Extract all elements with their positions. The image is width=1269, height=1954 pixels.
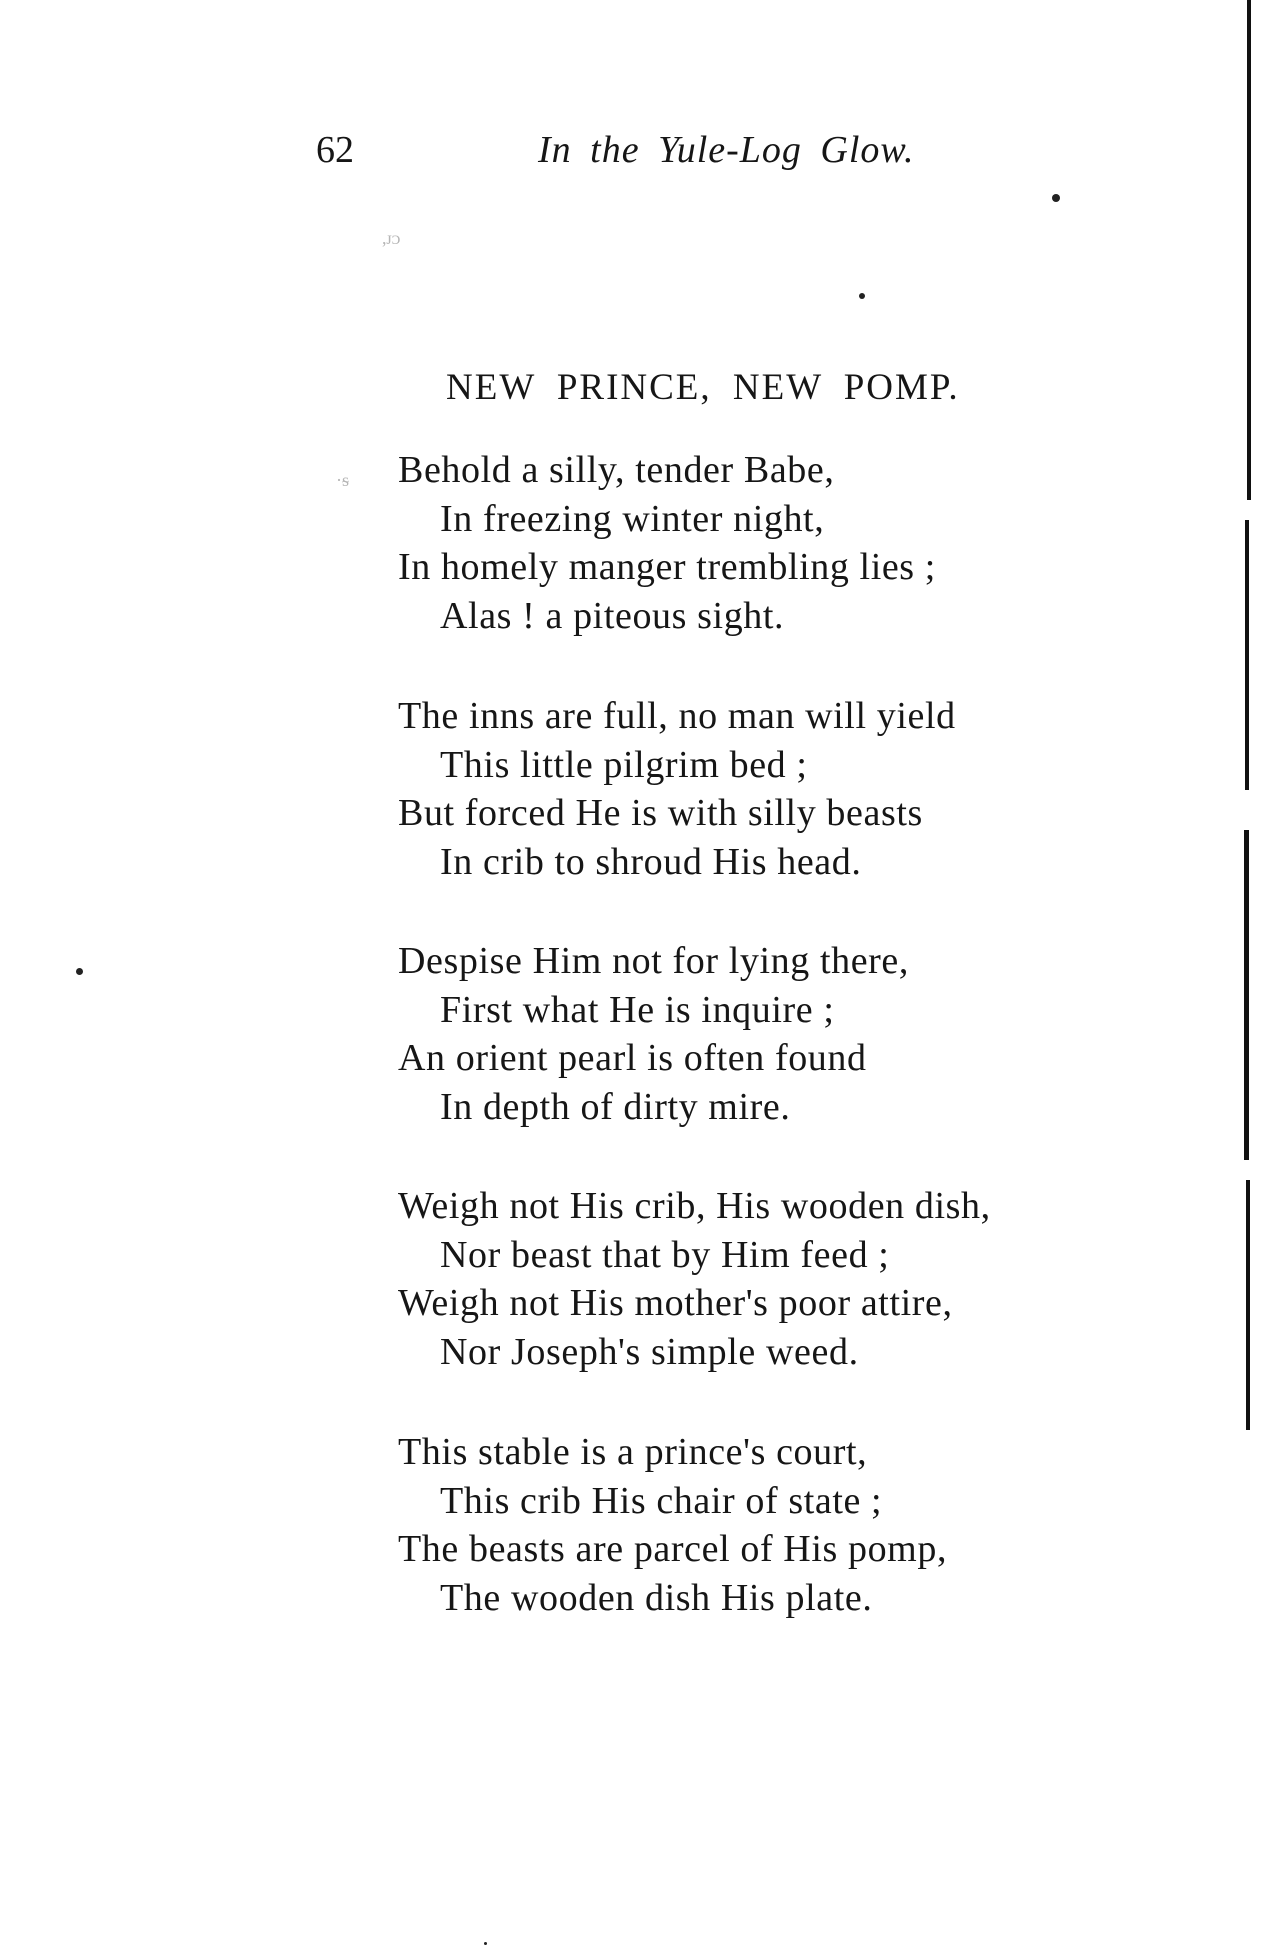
- show-through-mark: ·ᵴ: [336, 470, 349, 490]
- ink-speck: [484, 1942, 487, 1945]
- poem-line: An orient pearl is often found: [398, 1037, 867, 1079]
- stanza-1: [398, 446, 1158, 640]
- ink-speck: [859, 293, 865, 299]
- page-edge-shadow: [1244, 830, 1249, 1160]
- stanza-3: [398, 937, 1158, 1131]
- poem-line: This stable is a prince's court,: [398, 1431, 868, 1473]
- page-edge-shadow: [1245, 520, 1249, 790]
- poem-line: First what He is inquire ;: [440, 988, 835, 1031]
- stanza-5: [398, 1428, 1158, 1622]
- poem-line: Nor beast that by Him feed ;: [440, 1233, 890, 1276]
- poem-line: The beasts are parcel of His pomp,: [398, 1528, 948, 1570]
- poem-line: Alas ! a piteous sight.: [440, 594, 785, 637]
- poem-title: NEW PRINCE, NEW POMP.: [446, 367, 960, 408]
- poem-line: The wooden dish His plate.: [440, 1576, 873, 1619]
- poem-line: Nor Joseph's simple weed.: [440, 1330, 859, 1373]
- stanza-4: [398, 1182, 1158, 1376]
- poem-line: Weigh not His mother's poor attire,: [398, 1282, 953, 1324]
- page-edge-shadow: [1246, 1180, 1250, 1430]
- show-through-mark: ,ᴊᴐ: [382, 228, 401, 248]
- ink-speck: [1052, 194, 1060, 202]
- poem-line: Behold a silly, tender Babe,: [398, 449, 835, 491]
- poem-line: In freezing winter night,: [440, 497, 825, 540]
- poem-line: But forced He is with silly beasts: [398, 792, 923, 834]
- ink-speck: [76, 968, 83, 975]
- poem-line: In homely manger trembling lies ;: [398, 546, 936, 588]
- running-title: In the Yule-Log Glow.: [538, 129, 915, 171]
- page-edge-shadow: [1247, 0, 1251, 500]
- poem-line: In crib to shroud His head.: [440, 840, 862, 883]
- stanza-2: [398, 692, 1158, 886]
- poem-line: This little pilgrim bed ;: [440, 743, 808, 786]
- poem-line: This crib His chair of state ;: [440, 1479, 883, 1522]
- poem-line: The inns are full, no man will yield: [398, 695, 956, 737]
- poem-line: Weigh not His crib, His wooden dish,: [398, 1185, 991, 1227]
- poem-line: In depth of dirty mire.: [440, 1085, 791, 1128]
- poem-line: Despise Him not for lying there,: [398, 940, 909, 982]
- page-number: 62: [316, 129, 354, 171]
